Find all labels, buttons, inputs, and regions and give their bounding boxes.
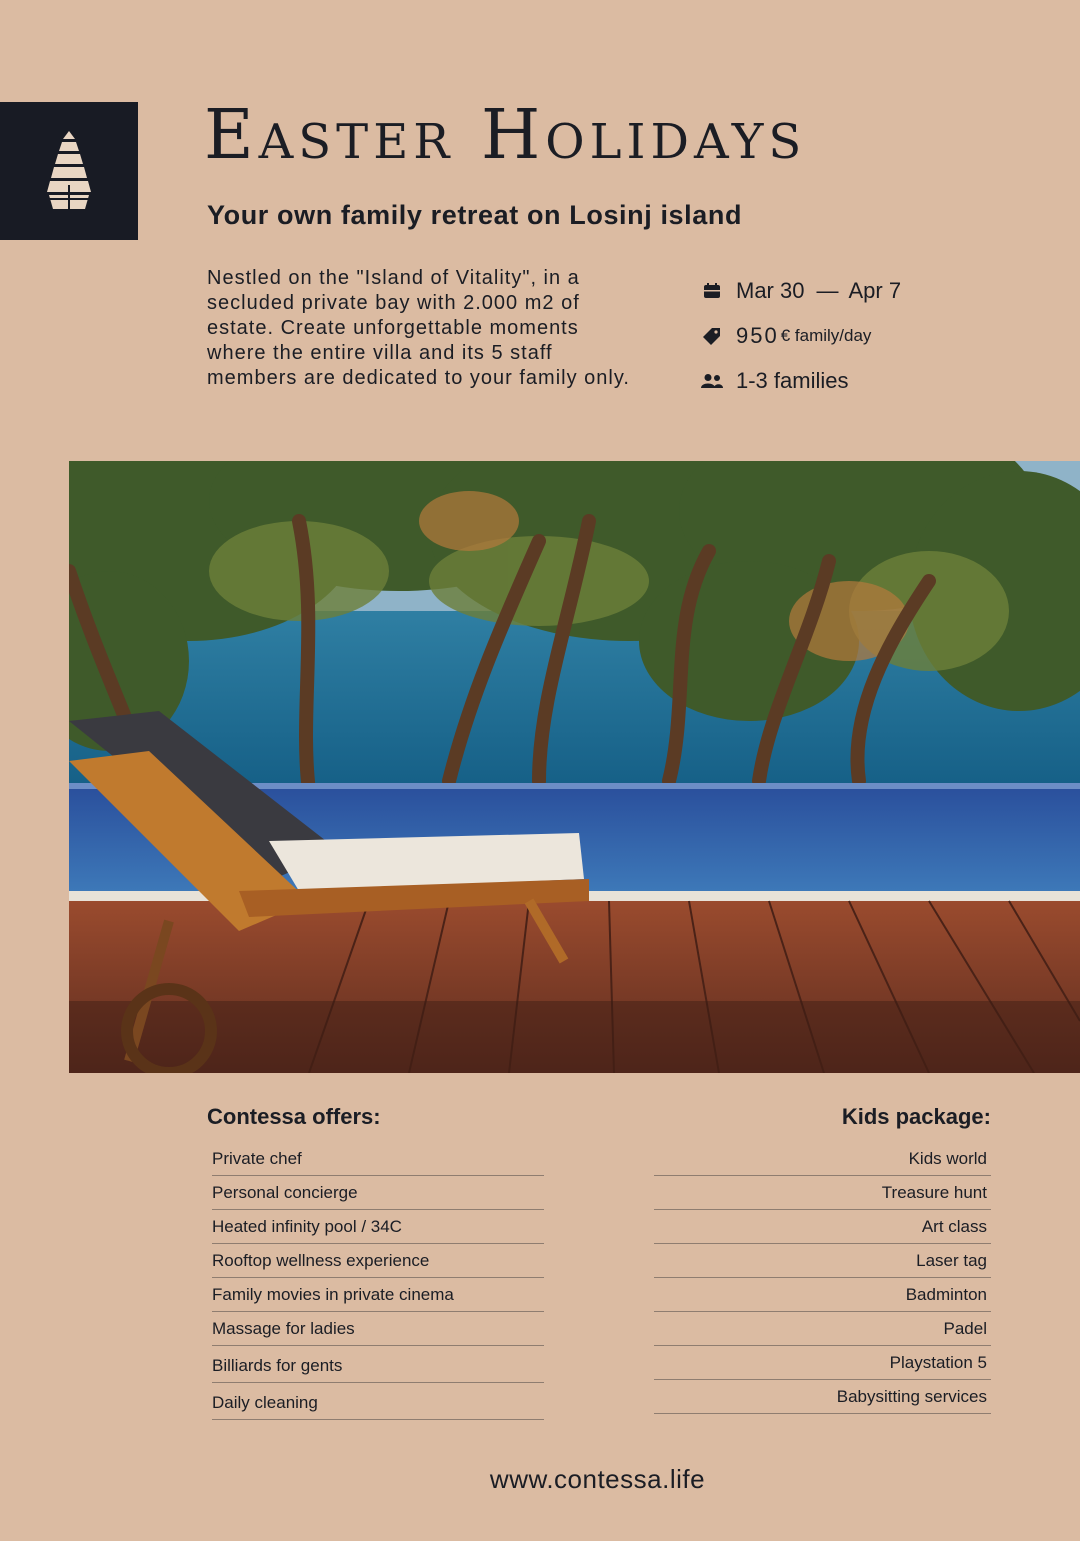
date-dash: — bbox=[816, 277, 839, 303]
list-item: Playstation 5 bbox=[654, 1346, 991, 1380]
families-row bbox=[700, 358, 1040, 403]
kids-list bbox=[654, 1142, 991, 1414]
offers-list bbox=[212, 1142, 544, 1420]
logo bbox=[0, 102, 138, 240]
list-item: Massage for ladies bbox=[212, 1312, 544, 1346]
list-item: Kids world bbox=[654, 1142, 991, 1176]
list-item: Heated infinity pool / 34C bbox=[212, 1210, 544, 1244]
list-item: Rooftop wellness experience bbox=[212, 1244, 544, 1278]
families-text: 1-3 families bbox=[736, 367, 849, 393]
list-item: Babysitting services bbox=[654, 1380, 991, 1414]
website-link[interactable]: www.contessa.life bbox=[489, 1464, 706, 1494]
list-item: Padel bbox=[654, 1312, 991, 1346]
offers-heading: Contessa offers: bbox=[207, 1104, 381, 1129]
list-item: Billiards for gents bbox=[212, 1346, 544, 1383]
kids-heading: Kids package: bbox=[841, 1104, 991, 1129]
list-item: Private chef bbox=[212, 1142, 544, 1176]
price-unit: € family/day bbox=[780, 325, 872, 345]
list-item: Treasure hunt bbox=[654, 1176, 991, 1210]
price-row bbox=[700, 313, 1040, 358]
list-item: Personal concierge bbox=[212, 1176, 544, 1210]
page-title: Easter Holidays bbox=[204, 96, 807, 175]
list-item: Laser tag bbox=[654, 1244, 991, 1278]
intro-paragraph: Nestled on the "Island of Vitality", in a secluded private bay with 2.000 m2 of estate. Create unforgettable moments where the entire villa and its 5 staff members are dedicated to your family only. bbox=[207, 267, 630, 389]
list-item: Badminton bbox=[654, 1278, 991, 1312]
date-end: Apr 7 bbox=[848, 277, 902, 303]
dates-row bbox=[700, 268, 1040, 313]
details-panel bbox=[700, 268, 1040, 403]
price-amount: 950 bbox=[736, 322, 779, 348]
list-item: Art class bbox=[654, 1210, 991, 1244]
page-subtitle: Your own family retreat on Losinj island bbox=[207, 200, 743, 230]
people-icon bbox=[700, 369, 724, 393]
calendar-icon bbox=[700, 279, 724, 303]
list-item: Daily cleaning bbox=[212, 1383, 544, 1420]
price-tag-icon bbox=[700, 324, 724, 348]
pool-photo bbox=[69, 461, 1080, 1073]
list-item: Family movies in private cinema bbox=[212, 1278, 544, 1312]
date-start: Mar 30 bbox=[736, 277, 805, 303]
lighthouse-logo-icon bbox=[45, 129, 93, 213]
